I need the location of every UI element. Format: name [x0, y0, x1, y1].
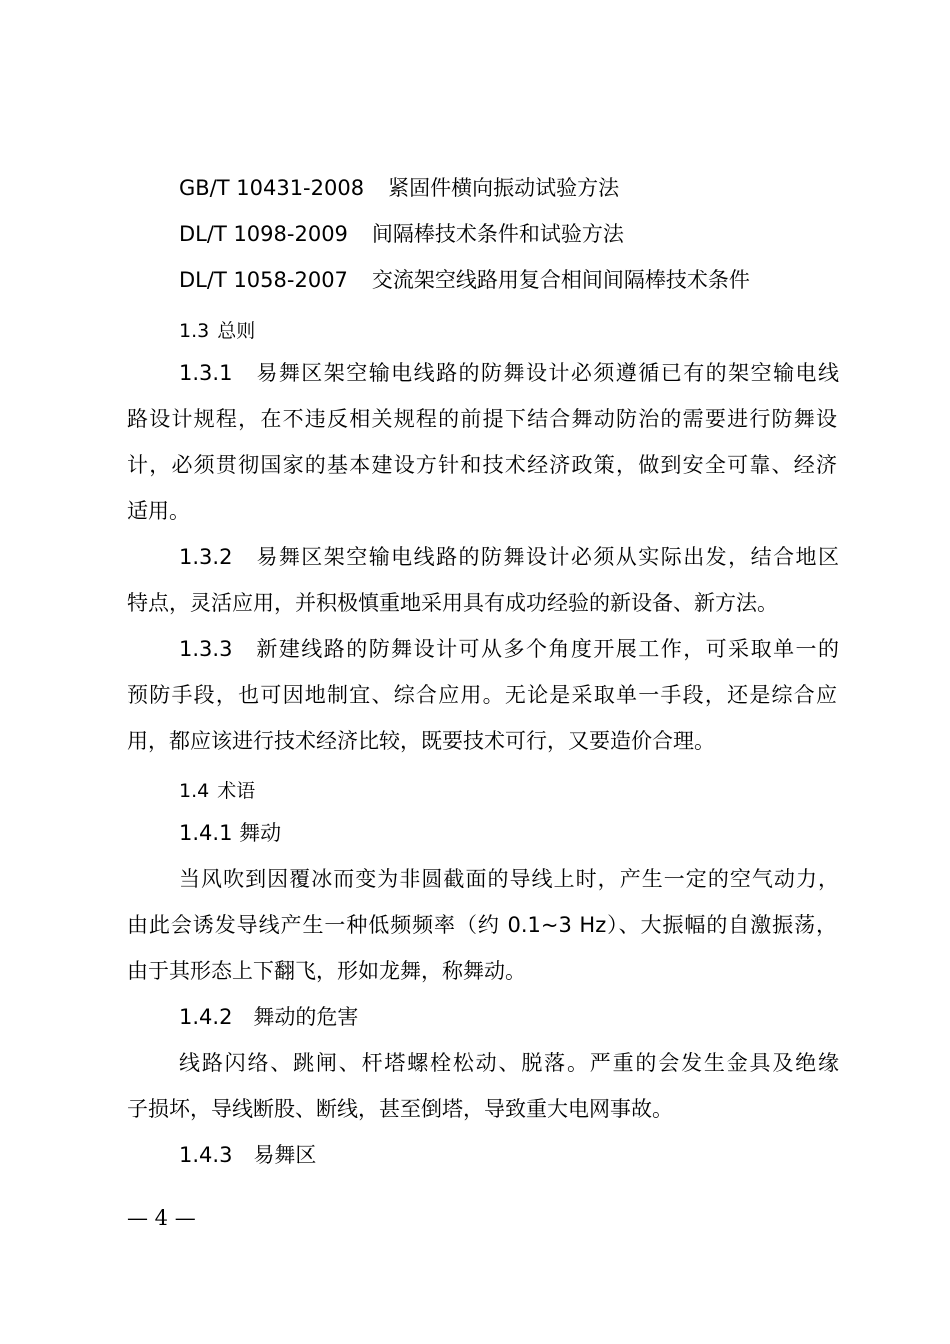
term-1-4-1-line-2: 由此会诱发导线产生一种低频频率（约 0.1~3 Hz）、大振幅的自激振荡， [127, 913, 837, 937]
paragraph-1-3-2-line-1: 1.3.2 易舞区架空输电线路的防舞设计必须从实际出发，结合地区 [179, 545, 839, 569]
section-heading-1-3 [179, 318, 839, 344]
paragraph-1-3-1-line-1: 1.3.1 易舞区架空输电线路的防舞设计必须遵循已有的架空输电线 [179, 361, 839, 385]
term-1-4-2-line-1: 线路闪络、跳闸、杆塔螺栓松动、脱落。严重的会发生金具及绝缘 [179, 1051, 839, 1075]
section-heading-1-4 [179, 778, 839, 804]
standard-item-3 [179, 267, 839, 293]
term-1-4-1-line-3: 由于其形态上下翻飞，形如龙舞，称舞动。 [127, 959, 526, 983]
term-1-4-2-line-2: 子损坏，导线断股、断线，甚至倒塔，导致重大电网事故。 [127, 1097, 673, 1121]
paragraph-1-3-1-line-3: 计，必须贯彻国家的基本建设方针和技术经济政策，做到安全可靠、经济 [127, 453, 837, 477]
section-title: 术语 [217, 780, 256, 802]
term-heading-1-4-2: 1.4.2 舞动的危害 [179, 1005, 359, 1029]
section-number: 1.4 [179, 780, 210, 802]
standard-title: 交流架空线路用复合相间间隔棒技术条件 [371, 268, 750, 292]
term-heading-1-4-3: 1.4.3 易舞区 [179, 1143, 317, 1167]
paragraph-1-3-3-line-3: 用，都应该进行技术经济比较，既要技术可行，又要造价合理。 [127, 729, 715, 753]
section-number: 1.3 [179, 320, 210, 342]
term-heading-1-4-1: 1.4.1 舞动 [179, 821, 282, 845]
paragraph-1-3-2-line-2: 特点，灵活应用，并积极慎重地采用具有成功经验的新设备、新方法。 [127, 591, 778, 615]
standard-item-2 [179, 221, 839, 247]
paragraph-1-3-1-line-2: 路设计规程，在不违反相关规程的前提下结合舞动防治的需要进行防舞设 [127, 407, 837, 431]
standard-title: 紧固件横向振动试验方法 [388, 176, 620, 200]
paragraph-1-3-3-line-2: 预防手段，也可因地制宜、综合应用。无论是采取单一手段，还是综合应 [127, 683, 837, 707]
paragraph-1-3-1-line-4: 适用。 [127, 499, 190, 523]
section-title: 总则 [217, 320, 256, 342]
standard-title: 间隔棒技术条件和试验方法 [371, 222, 624, 246]
standard-item-1 [179, 175, 839, 201]
page-number: — 4 — [127, 1206, 196, 1230]
standard-code: DL/T 1098-2009 [179, 222, 348, 246]
standard-code: DL/T 1058-2007 [179, 268, 348, 292]
term-1-4-1-line-1: 当风吹到因覆冰而变为非圆截面的导线上时，产生一定的空气动力， [179, 867, 839, 891]
standard-code: GB/T 10431-2008 [179, 176, 365, 200]
paragraph-1-3-3-line-1: 1.3.3 新建线路的防舞设计可从多个角度开展工作，可采取单一的 [179, 637, 839, 661]
